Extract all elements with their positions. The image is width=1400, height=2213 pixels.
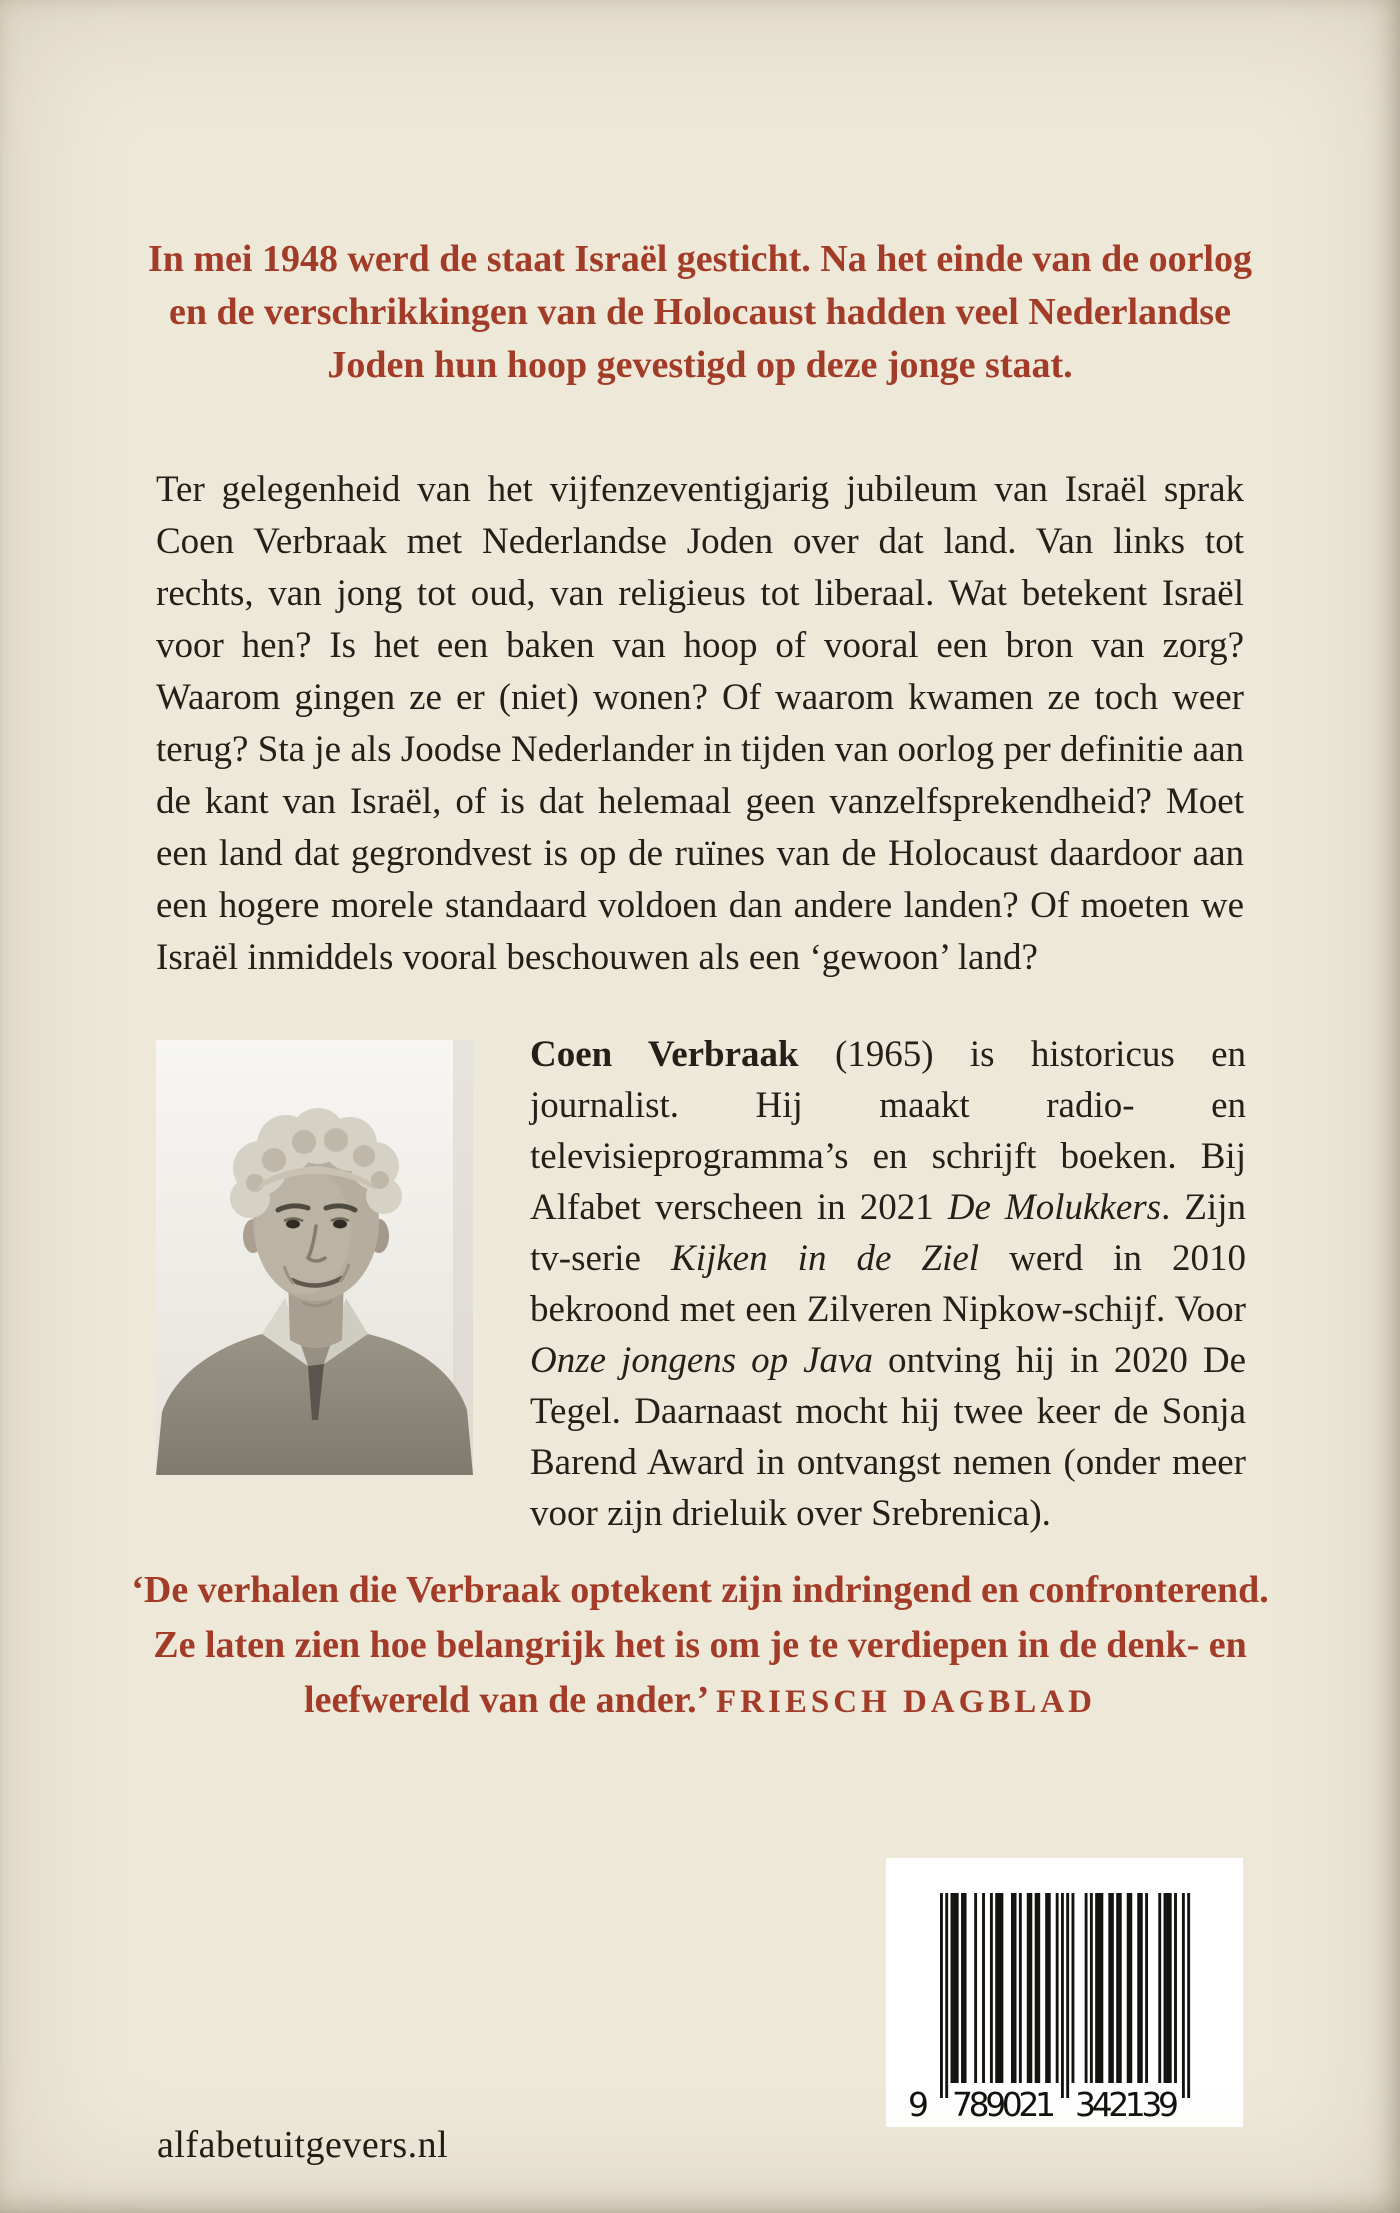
barcode (886, 1858, 1243, 2127)
portrait-illustration (156, 1040, 473, 1475)
press-quote-source: FRIESCH DAGBLAD (716, 1684, 1096, 1720)
author-bio: Coen Verbraak (1965) is historicus en journalist. Hij maakt radio- en televisieprogramma’s en schrijft boeken. Bij Alfabet verscheen in 2021 De Molukkers. Zijn tv-serie Kijken in de Ziel werd in 2010 bekroond met een Zilveren Nipkow-schijf. Voor Onze jongens op Java ontving hij in 2020 De Tegel. Daarnaast mocht hij twee keer de Sonja Barend Award in ontvangst nemen (onder meer voor zijn drieluik over Srebrenica). (530, 1034, 1246, 1534)
synopsis-paragraph: Ter gelegenheid van het vijfenzeventigjarig jubileum van Israël sprak Coen Verbraak met Nederlandse Joden over dat land. Van links tot rechts, van jong tot oud, van religieus tot liberaal. Wat betekent Israël voor hen? Is het een baken van hoop of vooral een bron van zorg? Waarom gingen ze er (niet) wonen? Of waarom kwamen ze toch weer terug? Sta je als Joodse Nederlander in tijden van oorlog per definitie aan de kant van Israël, of is dat helemaal geen vanzelfsprekendheid? Moet een land dat gegrondvest is op de ruïnes van de Holocaust daardoor aan een hogere morele standaard voldoen dan andere landen? Of moeten we Israël inmiddels vooral beschouwen als een ‘gewoon’ land? (156, 469, 1244, 978)
publisher-url: alfabetuitgevers.nl (157, 2124, 449, 2166)
svg-text:9: 9 (908, 2085, 929, 2124)
press-quote-text: ‘De verhalen die Verbraak optekent zijn indringend en confronterend. Ze laten zien hoe belangrijk het is om je te verdiepen in de denk- en leefwereld van de ander.’ (131, 1569, 1269, 1721)
svg-text:342139: 342139 (1075, 2085, 1179, 2124)
intro-blurb: In mei 1948 werd de staat Israël gesticht. Na het einde van de oorlog en de verschrikkingen van de Holocaust hadden veel Nederlandse Joden hun hoop gevestigd op deze jonge staat. (147, 238, 1252, 386)
barcode-svg (886, 1858, 1243, 2127)
svg-text:789021: 789021 (952, 2085, 1056, 2124)
author-photo (156, 1040, 473, 1475)
press-quote (130, 1563, 1270, 1730)
